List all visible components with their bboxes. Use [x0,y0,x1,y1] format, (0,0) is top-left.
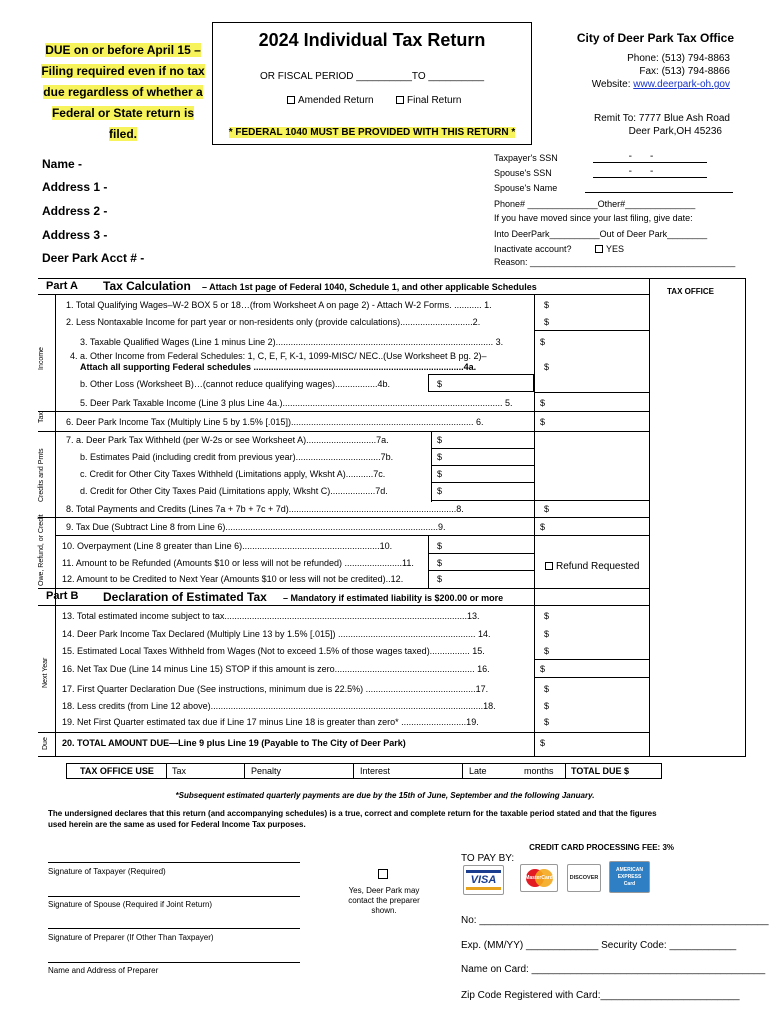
line-8-amount[interactable]: $ [544,504,550,514]
side-label-due: Due [42,737,49,750]
federal-notice: * FEDERAL 1040 MUST BE PROVIDED WITH THIS RETURN * [228,127,516,138]
acct-label: Deer Park Acct # - [42,251,145,265]
divider [534,294,535,756]
due-notice-text: DUE on or before April 15 – Filing required even if no tax due regardless of whether a Federal or State return is filed. [41,43,205,141]
line-15: 15. Estimated Local Taxes Withheld from Wages (Not to exceed 1.5% of those wages taxed)................ 15. [62,646,485,656]
line-18-amount[interactable]: $ [544,701,550,711]
inactivate-label: Inactivate account? [494,244,572,254]
side-label-owe: Owe, Refund, or Credit [38,514,45,586]
office-phone: Phone: (513) 794-8863 [627,53,730,64]
line-9: 9. Tax Due (Subtract Line 8 from Line 6).....................................................................................9. [66,522,446,532]
divider [353,763,354,779]
declaration-line2: used herein are the same as used for Federal Income Tax purposes. [48,820,306,829]
partB-title: Declaration of Estimated Tax [103,590,267,604]
checkbox[interactable] [545,562,553,570]
address2-label: Address 2 - [42,204,108,218]
line-6: 6. Deer Park Income Tax (Multiply Line 5 by 1.5% [.015])......................................................................... 6. [66,417,484,427]
discover-icon: DISCOVER [567,864,601,892]
reason-field: Reason: _________________________________________ [494,257,736,267]
checkbox[interactable] [287,96,295,104]
line-1: 1. Total Qualifying Wages–W-2 BOX 5 or 18…(from Worksheet A on page 2) - Attach W-2 Forms. ........... 1. [66,300,492,310]
spouse-name-label: Spouse's Name [494,183,558,193]
signature-line[interactable] [48,928,300,929]
line-11-amount[interactable]: $ [437,558,443,568]
taxpayer-ssn-field[interactable]: -- [593,151,707,163]
remit-line1: Remit To: 7777 Blue Ash Road [593,113,730,124]
divider [534,659,649,660]
partB-label: Part B [46,590,79,602]
line-18: 18. Less credits (from Line 12 above).............................................................................................................18. [62,701,496,711]
to-pay: TO PAY BY: [461,853,515,864]
into-out: Into DeerPark__________Out of Deer Park________ [494,229,708,239]
line-17: 17. First Quarter Declaration Due (See instructions, minimum due is 22.5%) ............................................17. [62,684,489,694]
divider [38,756,746,757]
amex-icon: AMERICAN EXPRESS Card [609,861,650,893]
divider [38,294,649,295]
address1-label: Address 1 - [42,180,108,194]
line-13: 13. Total estimated income subject to tax.................................................................................................13. [62,611,480,621]
office-title: City of Deer Park Tax Office [576,31,734,45]
partB-subtitle: – Mandatory if estimated liability is $200.00 or more [283,593,504,603]
line-14: 14. Deer Park Income Tax Declared (Multiply Line 13 by 1.5% [.015]) ....................................................... 14. [62,629,491,639]
line-11: 11. Amount to be Refunded (Amounts $10 or less will not be refunded) .......................11. [62,558,414,568]
divider [431,500,649,501]
line-16: 16. Net Tax Due (Line 14 minus Line 15) STOP if this amount is zero........................................................ 16. [62,664,490,674]
taxpayer-ssn-label: Taxpayer's SSN [494,153,558,163]
partA-title: Tax Calculation [103,279,191,293]
office-use-interest: Interest [360,766,391,776]
divider [166,763,167,779]
divider [462,763,463,779]
divider [649,278,650,756]
line-4a-cont: Attach all supporting Federal schedules ....................................................................................4a. [80,362,477,372]
due-notice [38,40,208,145]
line-17-amount[interactable]: $ [544,684,550,694]
office-use-tax: Tax [172,766,187,776]
checkbox[interactable] [595,245,603,253]
divider [55,294,56,756]
office-fax: Fax: (513) 794-8866 [639,66,730,77]
side-label-credits: Credits and Pmts [38,448,45,502]
divider [38,732,649,733]
line-7a-amount[interactable]: $ [437,435,443,445]
line-7c-amount[interactable]: $ [437,469,443,479]
checkbox[interactable] [396,96,404,104]
declaration-line1: The undersigned declares that this return (and accompanying schedules) is a true, correct and complete return for the taxable period stated and that the figures [48,809,657,818]
divider [244,763,245,779]
line-3: 3. Taxable Qualified Wages (Line 1 minus Line 2)....................................................................................... 3. [80,337,504,347]
spouse-ssn-field[interactable]: -- [593,166,707,178]
signature-line[interactable] [48,962,300,963]
line-7a: 7. a. Deer Park Tax Withheld (per W-2s or see Worksheet A)............................7a. [66,435,389,445]
line-9-amount[interactable]: $ [540,522,546,532]
card-number[interactable]: No: ____________________________________________________ [461,915,769,926]
partA-subtitle: – Attach 1st page of Federal 1040, Schedule 1, and other applicable Schedules [202,282,537,292]
remit-line2: Deer Park,OH 45236 [628,126,722,137]
signature-line[interactable] [48,862,300,863]
phone-other: Phone# ______________Other#______________ [494,199,696,209]
partA-label: Part A [46,280,78,292]
spouse-ssn-label: Spouse's SSN [494,168,552,178]
divider [565,763,566,779]
line-16-amount[interactable]: $ [540,664,546,674]
line-1-amount[interactable]: $ [544,300,550,310]
side-label-tax: Tax [38,412,45,423]
line-12-amount[interactable]: $ [437,574,443,584]
line-20-amount[interactable]: $ [540,738,546,748]
line-4a-amount[interactable]: $ [544,362,550,372]
line-13-amount[interactable]: $ [544,611,550,621]
line-6-amount[interactable]: $ [540,417,546,427]
divider [38,411,649,412]
divider [428,535,429,588]
amended-option[interactable]: Amended Return [287,95,374,106]
card-name[interactable]: Name on Card: __________________________________________ [461,964,766,975]
office-use-late: Late [469,766,487,776]
mastercard-icon: MasterCard [520,864,558,892]
divider [534,677,649,678]
fiscal-period: OR FISCAL PERIOD __________TO __________ [259,71,485,82]
divider [38,605,649,606]
name-preparer: Name and Address of Preparer [48,966,159,975]
contact-checkbox[interactable] [378,869,388,879]
tax-office-label: TAX OFFICE [667,287,714,296]
line-7d-amount[interactable]: $ [437,486,443,496]
line-2: 2. Less Nontaxable Income for part year or non-residents only (provide calculations).............................2. [66,317,481,327]
line-12: 12. Amount to be Credited to Next Year (Amounts $10 or less will not be credited)..12. [62,574,404,584]
moved-note: If you have moved since your last filing, give date: [494,213,693,223]
divider [38,517,649,518]
line-14-amount[interactable]: $ [544,629,550,639]
office-website: Website: www.deerpark-oh.gov [591,79,730,90]
office-use-penalty: Penalty [251,766,282,776]
signature-line[interactable] [48,896,300,897]
website-link[interactable]: www.deerpark-oh.gov [633,79,730,90]
line-5-amount[interactable]: $ [540,398,546,408]
divider [431,448,534,449]
form-title: 2024 Individual Tax Return [258,30,486,50]
side-label-next: Next Year [42,657,49,688]
line-2-amount[interactable]: $ [544,317,550,327]
inactivate-yes[interactable]: YES [595,244,624,254]
divider [431,431,432,502]
cc-fee: CREDIT CARD PROCESSING FEE: 3% [529,843,674,852]
spouse-name-field[interactable] [585,192,733,193]
office-use-months: months [524,766,554,776]
divider [428,553,534,554]
divider [431,465,534,466]
divider [431,482,534,483]
card-zip[interactable]: Zip Code Registered with Card:_________________________ [461,990,740,1001]
divider [534,330,649,331]
line-3-amount[interactable]: $ [540,337,546,347]
line-4b-box [428,374,534,392]
divider [55,535,649,536]
final-option[interactable]: Final Return [396,95,461,106]
divider [745,278,746,756]
divider [534,392,649,393]
name-label: Name - [42,157,83,171]
divider [428,570,534,571]
line-7b-amount[interactable]: $ [437,452,443,462]
divider [38,588,649,589]
line-10: 10. Overpayment (Line 8 greater than Line 6).......................................................10. [62,541,393,551]
divider [38,431,649,432]
line-8: 8. Total Payments and Credits (Lines 7a + 7b + 7c + 7d)...................................................................8. [66,504,464,514]
line-4a: 4. a. Other Income from Federal Schedules: 1, C, E, F, K-1, 1099-MISC/ NEC..(Use Worksheet B pg. 2)– [70,351,487,361]
line-4b: b. Other Loss (Worksheet B)…(cannot reduce qualifying wages).................4b. [80,379,390,389]
line-19-amount[interactable]: $ [544,717,550,727]
subsequent-note: *Subsequent estimated quarterly payments are due by the 15th of June, September and the following January. [175,791,595,800]
office-use-total: TOTAL DUE $ [571,766,630,776]
line-7c: c. Credit for Other City Taxes Withheld (Limitations apply, Wksht A)...........7c. [80,469,386,479]
line-19: 19. Net First Quarter estimated tax due if Line 17 minus Line 18 is greater than zero* ..........................19. [62,717,479,727]
line-4b-amount[interactable]: $ [437,379,443,389]
line-10-amount[interactable]: $ [437,541,443,551]
refund-requested[interactable]: Refund Requested [545,561,639,572]
line-7b: b. Estimates Paid (including credit from previous year)..................................7b. [80,452,394,462]
office-use-label: TAX OFFICE USE [80,766,154,776]
address3-label: Address 3 - [42,228,108,242]
line-7d: d. Credit for Other City Taxes Paid (Limitations apply, Wksht C)..................7d. [80,486,388,496]
sig-preparer: Signature of Preparer (If Other Than Taxpayer) [48,933,214,942]
line-15-amount[interactable]: $ [544,646,550,656]
sig-spouse: Signature of Spouse (Required if Joint Return) [48,900,213,909]
card-exp[interactable]: Exp. (MM/YY) _____________ Security Code: ____________ [461,940,737,951]
line-5: 5. Deer Park Taxable Income (Line 3 plus Line 4a.)........................................................................................ 5. [80,398,513,408]
visa-icon: VISA [463,865,504,895]
line-20: 20. TOTAL AMOUNT DUE—Line 9 plus Line 19 (Payable to The City of Deer Park) [62,738,406,748]
contact-note: Yes, Deer Park may contact the preparer shown. [348,886,420,915]
sig-taxpayer: Signature of Taxpayer (Required) [48,867,166,876]
side-label-income: Income [38,347,45,370]
